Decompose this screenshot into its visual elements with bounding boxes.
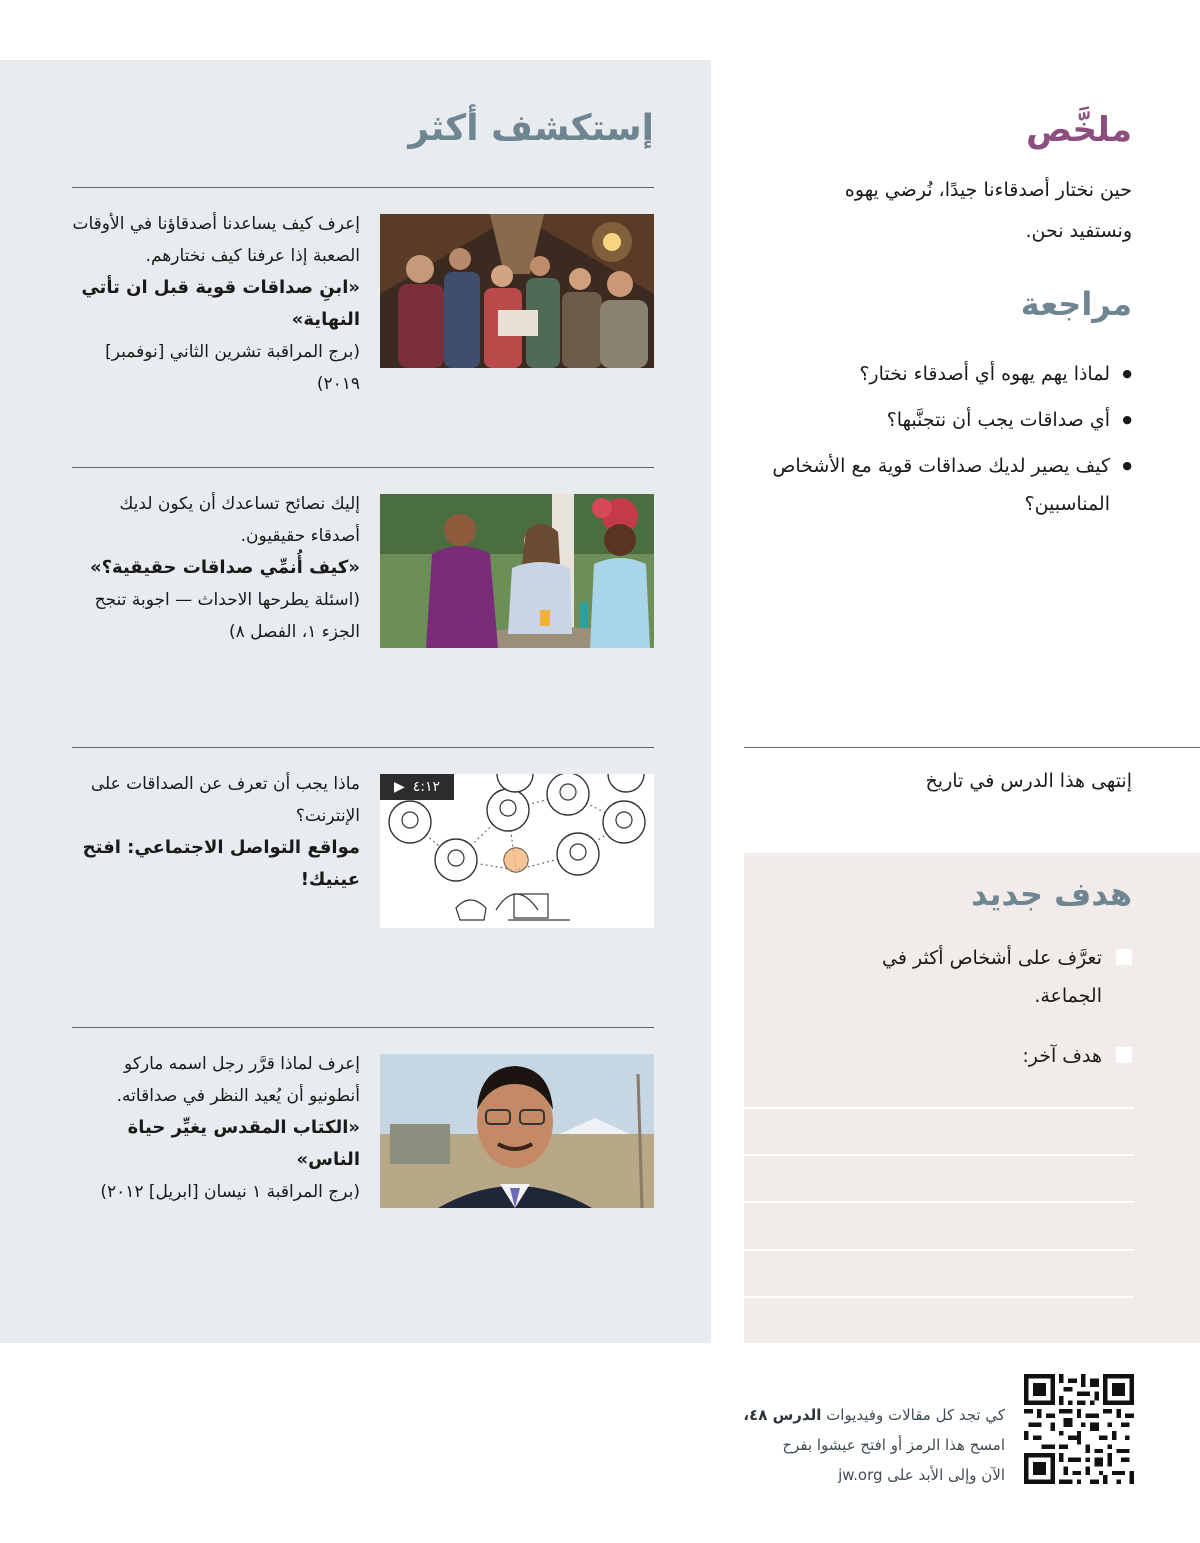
footer-line-2: امسح هذا الرمز أو افتح عيشوا بفرح [782,1436,1005,1454]
resource-text-1 [72,208,360,400]
review-title: مراجعة [1020,285,1132,323]
goal-option[interactable] [832,1037,1132,1075]
video-thumbnail[interactable] [380,774,654,928]
review-question: ● كيف يصير لديك صداقات قوية مع الأشخاص المناسبين؟ [760,447,1110,523]
summary-text: حين نختار أصدقاءنا جيدًا، نُرضي يهوه ونستفيد نحن. [844,179,1132,242]
resource-thumbnail-2[interactable] [380,494,654,648]
resource-description: إليك نصائح تساعدك أن يكون لديك أصدقاء حقيقيون. [119,494,360,546]
resource-description: إعرف لماذا قرَّر رجل اسمه ماركو أنطونيو أن يُعيد النظر في صداقاته. [116,1054,360,1106]
review-list [760,355,1132,531]
writing-line[interactable] [744,1249,1134,1251]
resource-text-3 [72,768,360,896]
divider [72,467,654,468]
resource-title-link[interactable]: «ابنِ صداقات قوية قبل ان تأتي النهاية» [81,277,360,330]
writing-line[interactable] [744,1201,1134,1203]
resource-source: (اسئلة يطرحها الاحداث — اجوبة تنجح الجزء ١، الفصل ٨) [94,590,360,642]
divider [72,1027,654,1028]
goal-label: تعرَّف على أشخاص أكثر في الجماعة. [882,947,1102,1007]
qr-code-icon[interactable] [1024,1374,1134,1484]
video-duration: ٤:١٢ [412,779,441,795]
footer-note [625,1400,1005,1490]
divider [744,747,1200,748]
goal-option[interactable] [832,939,1132,1015]
resource-title-link[interactable]: «الكتاب المقدس يغيِّر حياة الناس» [127,1117,360,1170]
resource-text-2 [72,488,360,648]
resource-source: (برج المراقبة ١ نيسان [ابريل] ٢٠١٢) [100,1182,360,1202]
review-question: ● أي صداقات يجب أن نتجنَّبها؟ [760,401,1110,439]
group-study-photo [380,214,654,368]
explore-title: إستكشف أكثر [408,108,654,149]
writing-line[interactable] [744,1296,1134,1298]
play-icon: ▶ [393,779,405,795]
resource-description: إعرف كيف يساعدنا أصدقاؤنا في الأوقات الصعبة إذا عرفنا كيف نختارهم. [72,214,360,266]
goal-label: هدف آخر: [1022,1045,1102,1067]
resource-title-link[interactable]: «كيف أُنمِّي صداقات حقيقية؟» [89,557,360,578]
divider [72,747,654,748]
goal-checkbox[interactable] [1116,949,1132,965]
goal-title: هدف جديد [970,875,1132,913]
divider [72,187,654,188]
review-question: ● لماذا يهم يهوه أي أصدقاء نختار؟ [760,355,1110,393]
resource-text-4 [72,1048,360,1208]
writing-line[interactable] [744,1154,1134,1156]
footer-lesson-number: الدرس ٤٨، [743,1406,822,1424]
resource-description: ماذا يجب أن تعرف عن الصداقات على الإنترنت؟ [90,774,360,826]
writing-line[interactable] [744,1107,1134,1109]
new-goal-box [744,853,1200,1343]
resource-title-link[interactable]: مواقع التواصل الاجتماعي: افتح عينيك! [82,837,360,890]
friends-talking-photo [380,494,654,648]
man-portrait-photo [380,1054,654,1208]
resource-thumbnail-1[interactable] [380,214,654,368]
goal-checkbox[interactable] [1116,1047,1132,1063]
footer-line-3[interactable]: الآن وإلى الأبد على jw.org [838,1466,1005,1484]
lesson-completed-label: إنتهى هذا الدرس في تاريخ [925,770,1132,792]
video-duration-badge [380,774,454,800]
resource-thumbnail-4[interactable] [380,1054,654,1208]
explore-section [0,60,711,1343]
resource-source: (برج المراقبة تشرين الثاني [نوفمبر] ٢٠١٩) [105,342,360,394]
summary-title: ملخَّص [1026,110,1132,150]
footer-line-1: كي تجد كل مقالات وفيديوات [826,1406,1005,1424]
